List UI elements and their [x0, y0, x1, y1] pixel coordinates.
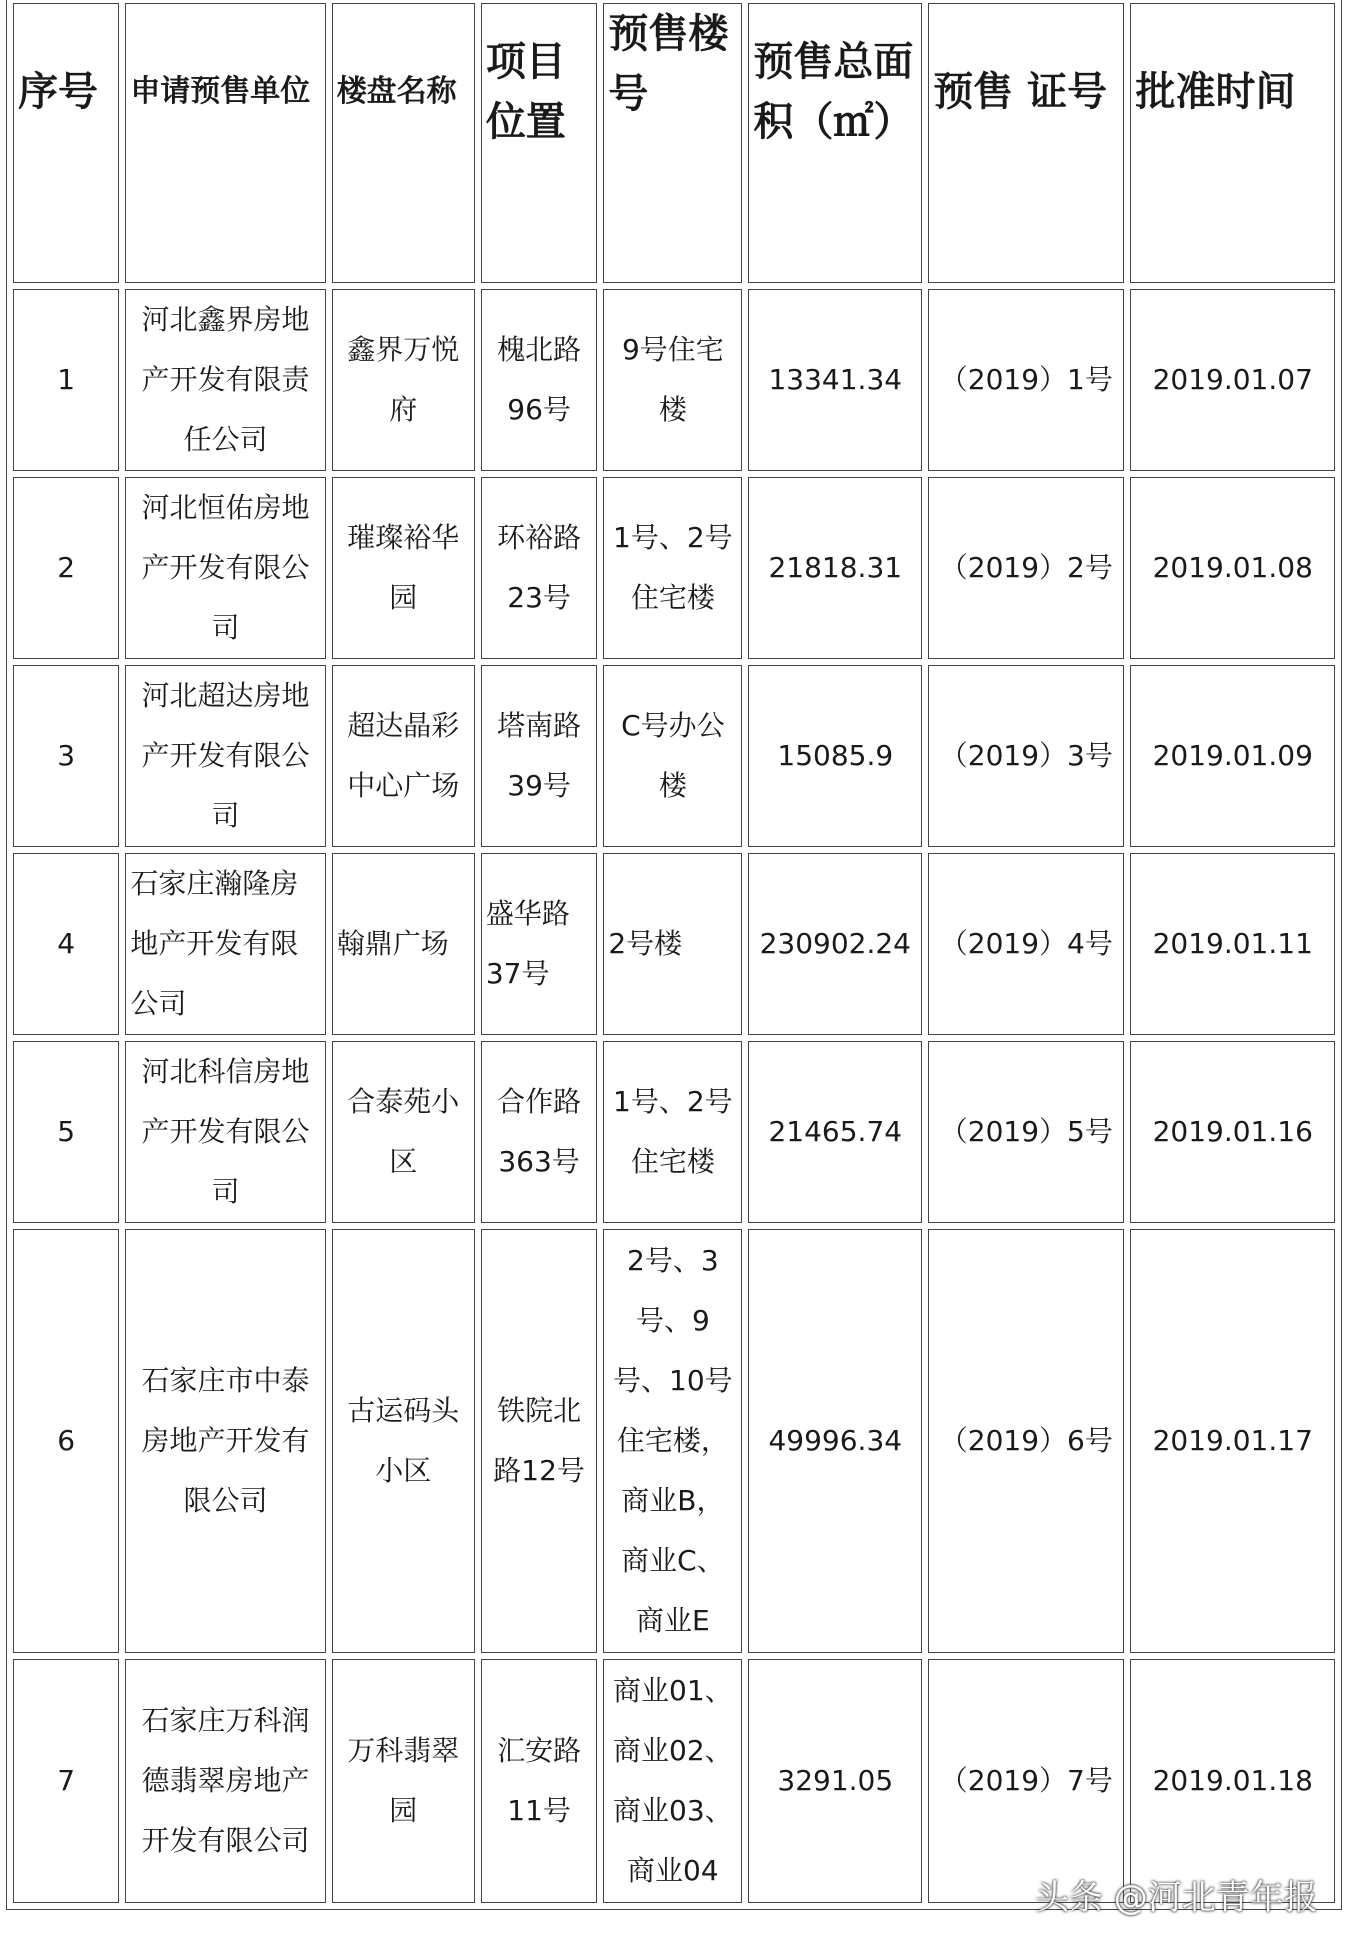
cell-area: 49996.34: [748, 1229, 922, 1653]
cell-building: 1号、2号住宅楼: [603, 1041, 742, 1223]
cell-applicant: 河北恒佑房地产开发有限公司: [125, 477, 325, 659]
cell-location: 铁院北路12号: [481, 1229, 598, 1653]
cell-area: 230902.24: [748, 853, 922, 1035]
cell-cert: （2019）1号: [928, 289, 1124, 471]
cell-seq: 2: [13, 477, 119, 659]
cell-cert: （2019）4号: [928, 853, 1124, 1035]
cell-date: 2019.01.18: [1130, 1659, 1335, 1903]
table-row: [13, 1659, 1335, 1903]
table-row: [13, 1041, 1335, 1223]
cell-applicant: 河北科信房地产开发有限公司: [125, 1041, 325, 1223]
cell-building: 9号住宅楼: [603, 289, 742, 471]
cell-building: 商业01、商业02、商业03、商业04: [603, 1659, 742, 1903]
cell-location: 合作路363号: [481, 1041, 598, 1223]
cell-building: 2号楼: [603, 853, 742, 1035]
cell-seq: 3: [13, 665, 119, 847]
cell-location: 汇安路11号: [481, 1659, 598, 1903]
cell-seq: 7: [13, 1659, 119, 1903]
cell-project: 超达晶彩中心广场: [332, 665, 475, 847]
cell-applicant: 河北超达房地产开发有限公司: [125, 665, 325, 847]
cell-date: 2019.01.07: [1130, 289, 1335, 471]
table-row: [13, 1229, 1335, 1653]
cell-cert: （2019）3号: [928, 665, 1124, 847]
header-cert: 预售 证号: [928, 3, 1124, 283]
cell-date: 2019.01.17: [1130, 1229, 1335, 1653]
cell-building: 1号、2号住宅楼: [603, 477, 742, 659]
cell-building: 2号、3号、9号、10号住宅楼，商业B，商业C、商业E: [603, 1229, 742, 1653]
cell-area: 3291.05: [748, 1659, 922, 1903]
table-row: [13, 665, 1335, 847]
cell-seq: 5: [13, 1041, 119, 1223]
cell-applicant: 石家庄瀚隆房地产开发有限公司: [125, 853, 325, 1035]
cell-cert: （2019）2号: [928, 477, 1124, 659]
cell-area: 15085.9: [748, 665, 922, 847]
presale-table: [6, 0, 1342, 1910]
cell-location: 塔南路39号: [481, 665, 598, 847]
cell-building: C号办公楼: [603, 665, 742, 847]
cell-location: 盛华路37号: [481, 853, 598, 1035]
header-building: 预售楼号: [603, 3, 742, 283]
cell-date: 2019.01.08: [1130, 477, 1335, 659]
cell-cert: （2019）6号: [928, 1229, 1124, 1653]
cell-applicant: 石家庄万科润德翡翠房地产开发有限公司: [125, 1659, 325, 1903]
header-location: 项目位置: [481, 3, 598, 283]
header-date: 批准时间: [1130, 3, 1335, 283]
cell-area: 21818.31: [748, 477, 922, 659]
cell-project: 合泰苑小区: [332, 1041, 475, 1223]
cell-seq: 6: [13, 1229, 119, 1653]
cell-project: 古运码头小区: [332, 1229, 475, 1653]
cell-seq: 1: [13, 289, 119, 471]
cell-cert: （2019）5号: [928, 1041, 1124, 1223]
cell-cert: （2019）7号: [928, 1659, 1124, 1903]
cell-project: 璀璨裕华园: [332, 477, 475, 659]
header-seq: 序号: [13, 3, 119, 283]
table-row: [13, 853, 1335, 1035]
cell-location: 环裕路23号: [481, 477, 598, 659]
header-project-name: 楼盘名称: [332, 3, 475, 283]
header-applicant: 申请预售单位: [125, 3, 325, 283]
cell-project: 翰鼎广场: [332, 853, 475, 1035]
cell-area: 21465.74: [748, 1041, 922, 1223]
cell-applicant: 石家庄市中泰房地产开发有限公司: [125, 1229, 325, 1653]
cell-project: 鑫界万悦府: [332, 289, 475, 471]
table-row: [13, 289, 1335, 471]
cell-date: 2019.01.16: [1130, 1041, 1335, 1223]
table-row: [13, 477, 1335, 659]
header-row: [13, 3, 1335, 283]
cell-location: 槐北路96号: [481, 289, 598, 471]
cell-applicant: 河北鑫界房地产开发有限责任公司: [125, 289, 325, 471]
header-area: 预售总面积（㎡）: [748, 3, 922, 283]
cell-area: 13341.34: [748, 289, 922, 471]
watermark: 头条 @河北青年报: [1035, 1878, 1318, 1918]
cell-project: 万科翡翠园: [332, 1659, 475, 1903]
cell-date: 2019.01.09: [1130, 665, 1335, 847]
cell-seq: 4: [13, 853, 119, 1035]
cell-date: 2019.01.11: [1130, 853, 1335, 1035]
